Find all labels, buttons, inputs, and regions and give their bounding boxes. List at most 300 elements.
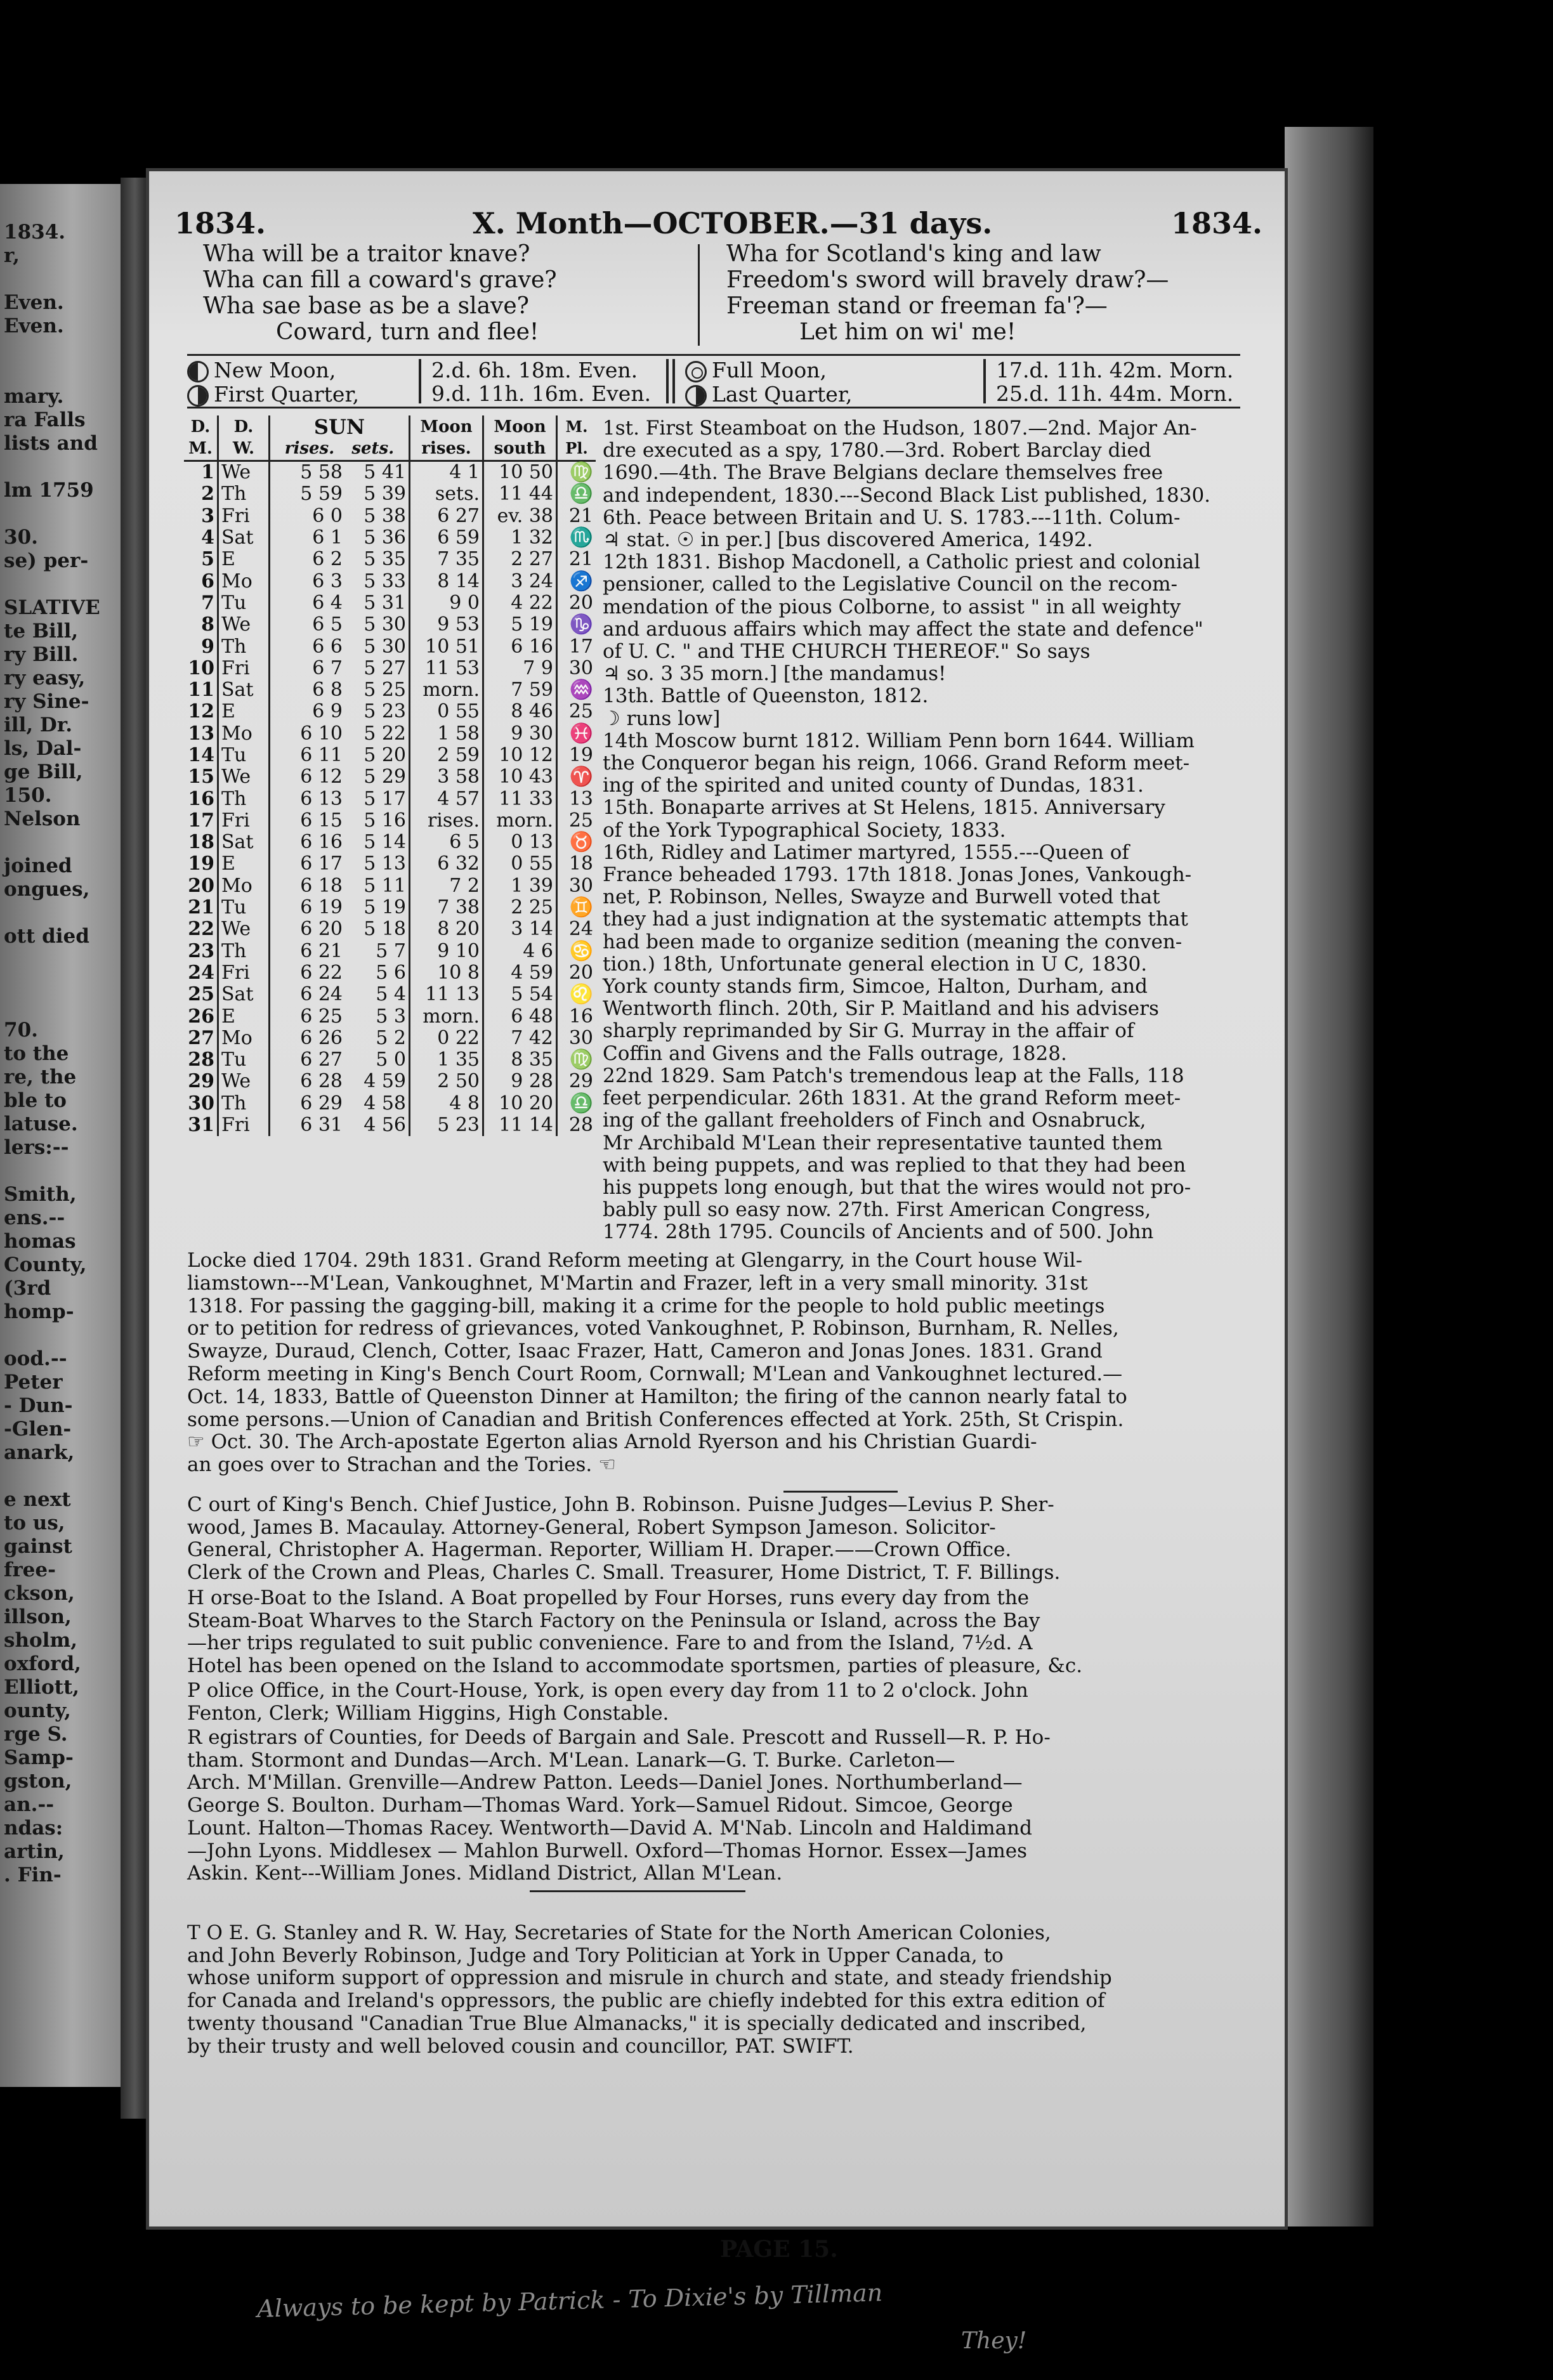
moon-south: 6 48 <box>483 1005 557 1027</box>
calendar-row <box>184 745 596 766</box>
left-page-line: se) per- <box>4 549 89 572</box>
day-of-month: 13 <box>188 722 214 745</box>
calendar-row <box>184 832 596 853</box>
left-page-line: homp- <box>4 1300 74 1323</box>
left-page-line: ra Falls <box>4 409 86 431</box>
sun-times <box>270 461 410 484</box>
sun-rises: 6 9 <box>312 700 343 723</box>
court-line: General, Christopher A. Hagerman. Reporter, William H. Draper.——Crown Office. <box>187 1538 1012 1562</box>
registrar-line: tham. Stormont and Dundas—Arch. M'Lean. Lanark—G. T. Burke. Carleton— <box>187 1748 955 1772</box>
new-moon-icon <box>187 361 209 383</box>
col-day-month: D. M. <box>188 417 213 458</box>
moon-south: 1 32 <box>483 527 557 549</box>
event-line: with being puppets, and was replied to that they had been <box>603 1153 1186 1177</box>
moon-rises: 4 8 <box>410 1093 483 1115</box>
sun-times <box>270 658 410 679</box>
left-page-line: re, the <box>4 1066 77 1089</box>
verse-line: Let him on wi' me! <box>799 319 1016 345</box>
moon-south: 1 39 <box>483 875 557 897</box>
phase-divider <box>983 359 986 403</box>
calendar-row <box>184 592 596 614</box>
moon-south: 3 14 <box>483 919 557 940</box>
dedication-line: for Canada and Ireland's oppressors, the public are chiefly indebted for this extra edition of <box>187 1989 1105 2013</box>
horse-boat-line: —her trips regulated to suit public convenience. Fare to and from the Island, 7½d. A <box>187 1631 1033 1655</box>
moon-phases <box>187 354 1240 409</box>
moon-rises: 10 8 <box>410 962 483 984</box>
sun-times <box>270 1005 410 1027</box>
sun-times <box>270 853 410 875</box>
sun-times <box>270 897 410 919</box>
moon-rises: 8 14 <box>410 570 483 592</box>
left-page-line: ood.-- <box>4 1347 67 1370</box>
sun-times <box>270 984 410 1005</box>
verse-right <box>726 241 1169 345</box>
moon-south: 9 28 <box>483 1071 557 1092</box>
sun-sets: 5 33 <box>364 570 406 592</box>
calendar-header-row <box>184 415 596 461</box>
calendar-row <box>184 614 596 636</box>
full-moon-time: 17.d. 11h. 42m. Morn. <box>996 358 1234 383</box>
moon-place: 28 <box>557 1115 596 1136</box>
sun-sets: 5 27 <box>364 657 406 679</box>
moon-rises: 9 0 <box>410 592 483 614</box>
left-page-line: ounty, <box>4 1699 71 1722</box>
left-page-line: Samp- <box>4 1746 74 1769</box>
verse-line: Freeman stand or freeman fa'?— <box>726 293 1108 319</box>
sun-times <box>270 549 410 570</box>
day-of-week: Tu <box>218 745 270 766</box>
moon-place: ♍ <box>557 461 596 484</box>
last-quarter-label: Last Quarter, <box>712 382 853 407</box>
moon-rises: 0 55 <box>410 701 483 723</box>
day-of-week: Th <box>218 636 270 657</box>
day-of-week: Th <box>218 788 270 809</box>
day-of-month: 26 <box>188 1005 214 1028</box>
event-line: they had a just indignation at the systematic attempts that <box>603 908 1188 931</box>
event-line: the Conqueror began his reign, 1066. Grand Reform meet- <box>603 752 1190 775</box>
sun-rises: 6 22 <box>300 961 343 984</box>
sun-times <box>270 701 410 723</box>
sun-sets: 5 17 <box>364 787 406 810</box>
col-day-week: D. W. <box>218 415 270 461</box>
moon-south: 10 12 <box>483 745 557 766</box>
dedication-line: twenty thousand "Canadian True Blue Almanacks," it is specially dedicated and inscribed, <box>187 2011 1087 2035</box>
event-line: net, P. Robinson, Nelles, Swayze and Burwell voted that <box>603 886 1160 909</box>
day-of-week: E <box>218 701 270 723</box>
sun-rises: 6 3 <box>312 570 343 592</box>
moon-rises: 6 32 <box>410 853 483 875</box>
moon-place: 21 <box>557 506 596 527</box>
moon-south: 4 6 <box>483 941 557 962</box>
calendar-row <box>184 1093 596 1115</box>
year-right: 1834. <box>1170 206 1262 240</box>
day-of-week: Sat <box>218 679 270 701</box>
phase-divider <box>672 359 675 403</box>
day-of-month: 25 <box>188 983 214 1006</box>
phase-times-right <box>996 358 1233 405</box>
event-line: mendation of the pious Colborne, to assist " in all weighty <box>603 595 1181 618</box>
day-of-week: We <box>218 919 270 940</box>
event-line: ing of the gallant freeholders of Finch and Osnabruck, <box>603 1109 1146 1132</box>
sun-sets: 5 35 <box>364 548 406 571</box>
event-line: ♃ so. 3 35 morn.] [the mandamus! <box>603 662 947 686</box>
calendar-row <box>184 766 596 788</box>
left-page-line: ls, Dal- <box>4 737 82 760</box>
event-line: and arduous affairs which may affect the state and defence" <box>603 617 1203 641</box>
calendar-table <box>184 415 596 1136</box>
sun-rises: 6 12 <box>300 766 343 788</box>
moon-place: ♎ <box>557 483 596 505</box>
day-of-month: 21 <box>188 896 214 919</box>
first-quarter-time: 9.d. 11h. 16m. Even. <box>431 381 652 406</box>
sun-rises: 6 7 <box>312 657 343 679</box>
day-of-month: 29 <box>188 1070 214 1093</box>
day-of-week: Fri <box>218 1115 270 1136</box>
moon-place: 16 <box>557 1005 596 1027</box>
day-of-week: Sat <box>218 984 270 1005</box>
event-line: ☽ runs low] <box>603 707 721 730</box>
event-line: 15th. Bonaparte arrives at St Helens, 1815. Anniversary <box>603 796 1165 820</box>
sun-sets: 5 30 <box>364 635 406 658</box>
moon-place: 18 <box>557 853 596 875</box>
sun-rises: 6 11 <box>300 744 343 766</box>
day-of-month: 6 <box>201 570 214 592</box>
day-of-month: 22 <box>188 918 214 941</box>
day-of-week: Fri <box>218 962 270 984</box>
sun-rises: 6 31 <box>300 1114 343 1137</box>
sun-rises: 6 16 <box>300 831 343 854</box>
day-of-week: Th <box>218 483 270 505</box>
moon-rises: 4 57 <box>410 788 483 809</box>
day-of-week: E <box>218 1005 270 1027</box>
event-line: 22nd 1829. Sam Patch's tremendous leap at the Falls, 118 <box>603 1064 1184 1087</box>
moon-south: 7 42 <box>483 1028 557 1049</box>
continuation-line: 1318. For passing the gagging-bill, making it a crime for the people to hold public meetings <box>187 1294 1105 1318</box>
sun-sets: 5 19 <box>364 896 406 919</box>
left-page-line: mary. <box>4 385 64 408</box>
left-page-line: ry Bill. <box>4 643 79 666</box>
dedication-section <box>187 1922 1243 2058</box>
event-line: 1st. First Steamboat on the Hudson, 1807.—2nd. Major An- <box>603 417 1197 440</box>
sun-times <box>270 810 410 832</box>
sun-header: SUN <box>313 415 365 439</box>
sun-times <box>270 483 410 505</box>
calendar-row <box>184 549 596 570</box>
calendar-row <box>184 570 596 592</box>
day-of-month: 30 <box>188 1092 214 1115</box>
calendar-row <box>184 1028 596 1049</box>
day-of-week: E <box>218 549 270 570</box>
moon-south: 8 46 <box>483 701 557 723</box>
moon-place: ♏ <box>557 527 596 549</box>
court-line: C ourt of King's Bench. Chief Justice, John B. Robinson. Puisne Judges—Levius P. Sher- <box>187 1493 1054 1516</box>
day-of-month: 20 <box>188 874 214 897</box>
page-edges <box>1285 127 1373 2226</box>
sun-times <box>270 766 410 788</box>
day-of-week: Fri <box>218 658 270 679</box>
day-of-month: 7 <box>201 591 214 614</box>
left-page <box>0 184 121 2087</box>
calendar-row <box>184 962 596 984</box>
month-header <box>174 206 1262 244</box>
sun-rises: 6 4 <box>312 591 343 614</box>
calendar-row <box>184 461 596 484</box>
sun-sets: 5 20 <box>364 744 406 766</box>
full-moon-icon <box>685 361 707 383</box>
moon-rises: 0 22 <box>410 1028 483 1049</box>
sun-sets: 5 6 <box>376 961 406 984</box>
sun-rises: 6 18 <box>300 874 343 897</box>
year-left: 1834. <box>174 206 266 240</box>
day-of-week: E <box>218 853 270 875</box>
sun-sets: 5 30 <box>364 613 406 636</box>
day-of-week: Mo <box>218 570 270 592</box>
calendar-row <box>184 919 596 940</box>
sun-times <box>270 1071 410 1092</box>
moon-rises: 11 13 <box>410 984 483 1005</box>
moon-place: 19 <box>557 745 596 766</box>
sun-times <box>270 941 410 962</box>
page-number: PAGE 15. <box>720 2236 838 2263</box>
left-page-line: Nelson <box>4 808 81 830</box>
left-page-line: 30. <box>4 526 38 549</box>
left-page-line: free- <box>4 1559 56 1581</box>
continuation-line: ☞ Oct. 30. The Arch-apostate Egerton alias Arnold Ryerson and his Christian Guardi- <box>187 1430 1037 1454</box>
moon-rises: 9 53 <box>410 614 483 636</box>
day-of-month: 5 <box>201 548 214 571</box>
continuation-line: some persons.—Union of Canadian and British Conferences effected at York. 25th, St Crispin. <box>187 1408 1124 1431</box>
sun-times <box>270 592 410 614</box>
police-section <box>187 1680 1243 1725</box>
sun-sets: 5 3 <box>376 1005 406 1028</box>
book-spine <box>121 178 149 2119</box>
moon-place: 29 <box>557 1071 596 1092</box>
event-line: feet perpendicular. 26th 1831. At the grand Reform meet- <box>603 1087 1181 1110</box>
registrar-line: Lount. Halton—Thomas Racey. Wentworth—David A. M'Nab. Lincoln and Haldimand <box>187 1816 1032 1840</box>
horse-boat-line: H orse-Boat to the Island. A Boat propelled by Four Horses, runs every day from the <box>187 1586 1030 1609</box>
event-line: France beheaded 1793. 17th 1818. Jonas Jones, Vankough- <box>603 863 1192 887</box>
moon-place: ♎ <box>557 1093 596 1115</box>
moon-rises: 6 59 <box>410 527 483 549</box>
left-page-line: to us, <box>4 1512 65 1534</box>
left-page-line: homas <box>4 1230 76 1253</box>
event-line: York county stands firm, Simcoe, Halton, Durham, and <box>603 975 1148 998</box>
day-of-week: Mo <box>218 875 270 897</box>
left-page-line: ott died <box>4 925 89 948</box>
moon-rises: 6 5 <box>410 832 483 853</box>
sun-rises: 6 21 <box>300 939 343 962</box>
event-line: ♃ stat. ☉ in per.] [bus discovered America, 1492. <box>603 528 1093 552</box>
left-page-line: Peter <box>4 1371 63 1394</box>
events-continuation <box>187 1250 1243 1477</box>
phase-times-left <box>431 358 651 405</box>
calendar-row <box>184 1071 596 1092</box>
moon-south: 10 43 <box>483 766 557 788</box>
day-of-week: Tu <box>218 1049 270 1071</box>
police-line: Fenton, Clerk; William Higgins, High Constable. <box>187 1701 669 1725</box>
sun-sets: 4 56 <box>364 1114 406 1137</box>
sun-sets: 5 11 <box>364 874 406 897</box>
calendar-row <box>184 723 596 745</box>
left-page-line: to the <box>4 1042 69 1065</box>
calendar-row <box>184 941 596 962</box>
sun-sets: 5 31 <box>364 591 406 614</box>
moon-rises: 2 50 <box>410 1071 483 1092</box>
sun-times <box>270 832 410 853</box>
sun-sets: 5 41 <box>364 461 406 484</box>
sun-rises: 6 15 <box>300 809 343 832</box>
verse-line: Wha can fill a coward's grave? <box>203 267 557 293</box>
court-line: Clerk of the Crown and Pleas, Charles C. Small. Treasurer, Home District, T. F. Billings. <box>187 1561 1061 1585</box>
moon-south: 2 27 <box>483 549 557 570</box>
section-rule <box>530 1890 745 1892</box>
moon-rises: 10 51 <box>410 636 483 657</box>
moon-place: ♍ <box>557 1049 596 1071</box>
left-page-line: r, <box>4 244 20 267</box>
calendar-row <box>184 853 596 875</box>
left-page-line: ge Bill, <box>4 761 83 783</box>
left-page-line: Even. <box>4 291 64 314</box>
moon-place: 25 <box>557 701 596 723</box>
registrar-line: Askin. Kent---William Jones. Midland District, Allan M'Lean. <box>187 1862 783 1885</box>
calendar-body <box>184 461 596 1137</box>
calendar-row <box>184 875 596 897</box>
event-line: tion.) 18th, Unfortunate general election in U C, 1830. <box>603 952 1148 976</box>
calendar-row <box>184 897 596 919</box>
moon-place: 21 <box>557 549 596 570</box>
day-of-month: 9 <box>201 635 214 658</box>
sun-rises: 6 17 <box>300 853 343 875</box>
registrar-line: —John Lyons. Middlesex — Mahlon Burwell. Oxford—Thomas Hornor. Essex—James <box>187 1839 1028 1862</box>
sun-sets: 5 7 <box>376 939 406 962</box>
sun-rises: 6 10 <box>300 722 343 745</box>
dedication-line: by their trusty and well beloved cousin and councillor, PAT. SWIFT. <box>187 2034 854 2058</box>
sun-times <box>270 506 410 527</box>
sun-sets: 5 29 <box>364 766 406 788</box>
day-of-month: 11 <box>188 679 214 702</box>
calendar-row <box>184 1005 596 1027</box>
moon-place: 20 <box>557 962 596 984</box>
sun-sets: 5 4 <box>376 983 406 1006</box>
event-line: 16th, Ridley and Latimer martyred, 1555.---Queen of <box>603 840 1129 864</box>
day-of-week: Tu <box>218 897 270 919</box>
moon-place: ♌ <box>557 984 596 1005</box>
sun-sets: 5 36 <box>364 526 406 549</box>
left-page-line: ry easy, <box>4 667 86 690</box>
calendar-row <box>184 701 596 723</box>
sun-sets: 5 13 <box>364 853 406 875</box>
event-line: sharply reprimanded by Sir G. Murray in the affair of <box>603 1019 1134 1043</box>
day-of-month: 15 <box>188 766 214 788</box>
moon-rises: morn. <box>410 1005 483 1027</box>
col-moon-rises: Moon rises. <box>410 415 483 461</box>
verse-line: Freedom's sword will bravely draw?— <box>726 267 1169 293</box>
verse-line: Wha for Scotland's king and law <box>726 241 1101 267</box>
moon-south: 4 22 <box>483 592 557 614</box>
day-of-week: Sat <box>218 832 270 853</box>
sun-times <box>270 919 410 940</box>
sun-rises: 6 0 <box>312 504 343 527</box>
calendar-row <box>184 788 596 809</box>
day-of-month: 19 <box>188 853 214 875</box>
sun-rises: 6 5 <box>312 613 343 636</box>
calendar-row <box>184 810 596 832</box>
left-page-line: an.-- <box>4 1793 55 1816</box>
moon-place: ♋ <box>557 941 596 962</box>
day-of-week: Th <box>218 941 270 962</box>
moon-rises: 1 35 <box>410 1049 483 1071</box>
left-page-line: ble to <box>4 1089 67 1112</box>
moon-place: 24 <box>557 919 596 940</box>
sun-sets: 5 14 <box>364 831 406 854</box>
moon-place: 30 <box>557 875 596 897</box>
sun-times <box>270 1093 410 1115</box>
sun-sets: 5 22 <box>364 722 406 745</box>
day-of-week: Fri <box>218 810 270 832</box>
day-of-month: 8 <box>201 613 214 636</box>
day-of-month: 10 <box>188 657 214 679</box>
left-page-line: ill, Dr. <box>4 714 73 736</box>
sun-sets: 4 59 <box>364 1070 406 1093</box>
event-line: dre executed as a spy, 1780.—3rd. Robert Barclay died <box>603 439 1151 462</box>
moon-south: 11 14 <box>483 1115 557 1136</box>
event-line: bably pull so easy now. 27th. First American Congress, <box>603 1198 1151 1222</box>
sun-rises: 6 20 <box>300 918 343 941</box>
moon-south: 10 20 <box>483 1093 557 1115</box>
sun-rises: 6 27 <box>300 1049 343 1071</box>
phase-divider <box>419 359 421 403</box>
phase-names-right <box>685 358 852 407</box>
sun-rises: 6 19 <box>300 896 343 919</box>
sun-sets: 5 16 <box>364 809 406 832</box>
sun-sets: 5 23 <box>364 700 406 723</box>
moon-south: ev. 38 <box>483 506 557 527</box>
horse-boat-section <box>187 1587 1243 1678</box>
sun-sets: 5 39 <box>364 483 406 506</box>
moon-south: 5 19 <box>483 614 557 636</box>
moon-place: 30 <box>557 1028 596 1049</box>
sun-times <box>270 614 410 636</box>
moon-south: 7 9 <box>483 658 557 679</box>
court-line: wood, James B. Macaulay. Attorney-General, Robert Sympson Jameson. Solicitor- <box>187 1515 996 1539</box>
moon-rises: 11 53 <box>410 658 483 679</box>
moon-south: 11 44 <box>483 483 557 505</box>
left-page-line: latuse. <box>4 1113 78 1135</box>
day-of-month: 14 <box>188 744 214 766</box>
horse-boat-line: Steam-Boat Wharves to the Starch Factory on the Peninsula or Island, across the Bay <box>187 1609 1040 1632</box>
calendar-row <box>184 636 596 657</box>
left-page-line: rge S. <box>4 1723 68 1746</box>
event-line: and independent, 1830.---Second Black List published, 1830. <box>603 483 1211 507</box>
sun-times <box>270 745 410 766</box>
sun-rises: 6 25 <box>300 1005 343 1028</box>
left-page-line: -Glen- <box>4 1418 72 1441</box>
section-rule <box>783 1491 898 1493</box>
moon-south: 9 30 <box>483 723 557 745</box>
moon-rises: morn. <box>410 679 483 701</box>
registrar-line: Arch. M'Millan. Grenville—Andrew Patton. Leeds—Daniel Jones. Northumberland— <box>187 1771 1023 1795</box>
day-of-week: Th <box>218 1093 270 1115</box>
moon-south: 6 16 <box>483 636 557 657</box>
calendar-row <box>184 527 596 549</box>
sun-times <box>270 962 410 984</box>
day-of-month: 3 <box>201 504 214 527</box>
day-of-week: Tu <box>218 592 270 614</box>
verse-line: Wha will be a traitor knave? <box>203 241 530 267</box>
event-line: 13th. Battle of Queenston, 1812. <box>603 684 929 708</box>
left-page-line: sholm, <box>4 1629 78 1652</box>
left-page-line: oxford, <box>4 1652 81 1675</box>
